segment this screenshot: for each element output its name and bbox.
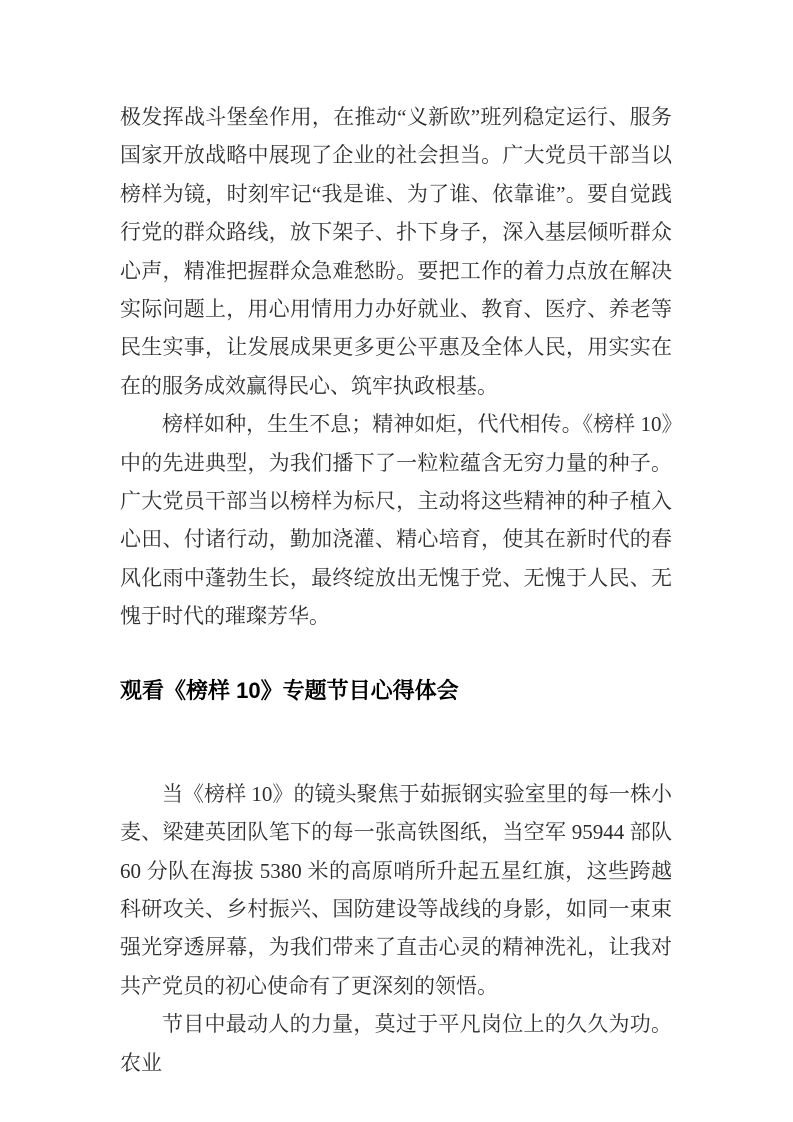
paragraph-perseverance-cut-off: 节目中最动人的力量，莫过于平凡岗位上的久久为功。农业 <box>120 1012 672 1075</box>
paragraph-continued-from-previous-page: 极发挥战斗堡垒作用，在推动“义新欧”班列稳定运行、服务国家开放战略中展现了企业的社会担当。广大党员干部当以榜样为镜，时刻牢记“我是谁、为了谁、依靠谁”。要自觉践行党的群众路线，放下架子、扑下身子，深入基层倾听群众心声，精准把握群众急难愁盼。要把工作的着力点放在解决实际问题上，用心用情用力办好就业、教育、医疗、养老等民生实事，让发展成果更多更公平惠及全体人民，用实实在在的服务成效赢得民心、筑牢执政根基。 <box>120 105 672 398</box>
paragraph-role-models-as-seeds: 榜样如种，生生不息；精神如炬，代代相传。《榜样 10》中的先进典型，为我们播下了一粒粒蕴含无穷力量的种子。广大党员干部当以榜样为标尺，主动将这些精神的种子植入心田、付诸行动，勤加浇灌、精心培育，使其在新时代的春风化雨中蓬勃生长，最终绽放出无愧于党、无愧于人民、无愧于时代的璀璨芳华。 <box>120 412 672 629</box>
paragraph-program-scenes: 当《榜样 10》的镜头聚焦于茹振钢实验室里的每一株小麦、梁建英团队笔下的每一张高铁图纸，当空军 95944 部队 60 分队在海拔 5380 米的高原哨所升起五星红旗，这些跨越科研攻关、乡村振兴、国防建设等战线的身影，如同一束束强光穿透屏幕，为我们带来了直击心灵的精神洗礼，让我对共产党员的初心使命有了更深刻的领悟。 <box>120 781 672 998</box>
section-heading: 观看《榜样 10》专题节目心得体会 <box>120 677 459 703</box>
